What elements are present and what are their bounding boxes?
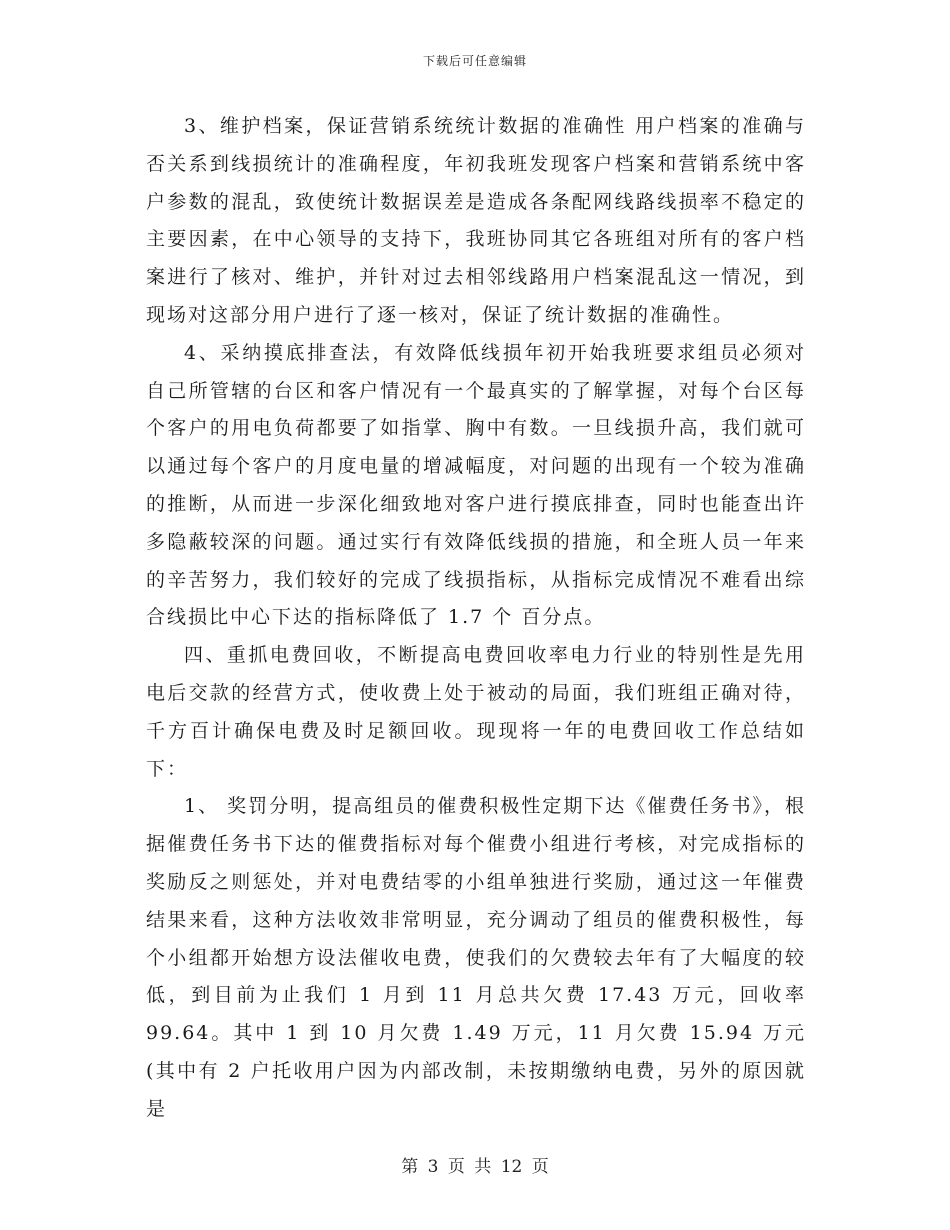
paragraph-archive-maintenance: 3、维护档案，保证营销系统统计数据的准确性 用户档案的准确与否关系到线损统计的准确程度，年初我班发现客户档案和营销系统中客户参数的混乱，致使统计数据误差是造成各条配网线路线损率不稳定的主要因素，在中心领导的支持下，我班协同其它各班组对所有的客户档案进行了核对、维护，并针对过去相邻线路用户档案混乱这一情况，到现场对这部分用户进行了逐一核对，保证了统计数据的准确性。 [146,115,806,326]
page-header: 下载后可任意编辑 [422,54,527,68]
paragraph-rewards-penalties: 1、 奖罚分明，提高组员的催费积极性定期下达《催费任务书》，根据催费任务书下达的催费指标对每个催费小组进行考核，对完成指标的奖励反之则惩处，并对电费结零的小组单独进行奖励，通过这一年催费结果来看，这种方法收效非常明显，充分调动了组员的催费积极性，每个小组都开始想方设法催收电费，使我们的欠费较去年有了大幅度的较低，到目前为止我们 1 月到 11 月总共欠费 17.43 万元，回收率 99.64。其中 1 到 10 月欠费 1.49 万元，11 月欠费 15.94 万元(其中有 2 户托收用户因为内部改制，未按期缴纳电费，另外的原因就是 [146,795,806,1120]
paragraph-fee-recovery: 四、重抓电费回收，不断提高电费回收率电力行业的特别性是先用电后交款的经营方式，使收费上处于被动的局面，我们班组正确对待，千方百计确保电费及时足额回收。现现将一年的电费回收工作总结如下： [146,644,806,780]
page-footer: 第 3 页 共 12 页 [401,1157,549,1177]
paragraph-line-loss-survey: 4、采纳摸底排查法，有效降低线损年初开始我班要求组员必须对自己所管辖的台区和客户情况有一个最真实的了解掌握，对每个台区每个客户的用电负荷都要了如指掌、胸中有数。一旦线损升高，我们就可以通过每个客户的月度电量的增减幅度，对问题的出现有一个较为准确的推断，从而进一步深化细致地对客户进行摸底排查，同时也能查出许多隐蔽较深的问题。通过实行有效降低线损的措施，和全班人员一年来的辛苦努力，我们较好的完成了线损指标，从指标完成情况不难看出综合线损比中心下达的指标降低了 1.7 个 百分点。 [146,341,806,629]
document-body [146,108,806,1129]
